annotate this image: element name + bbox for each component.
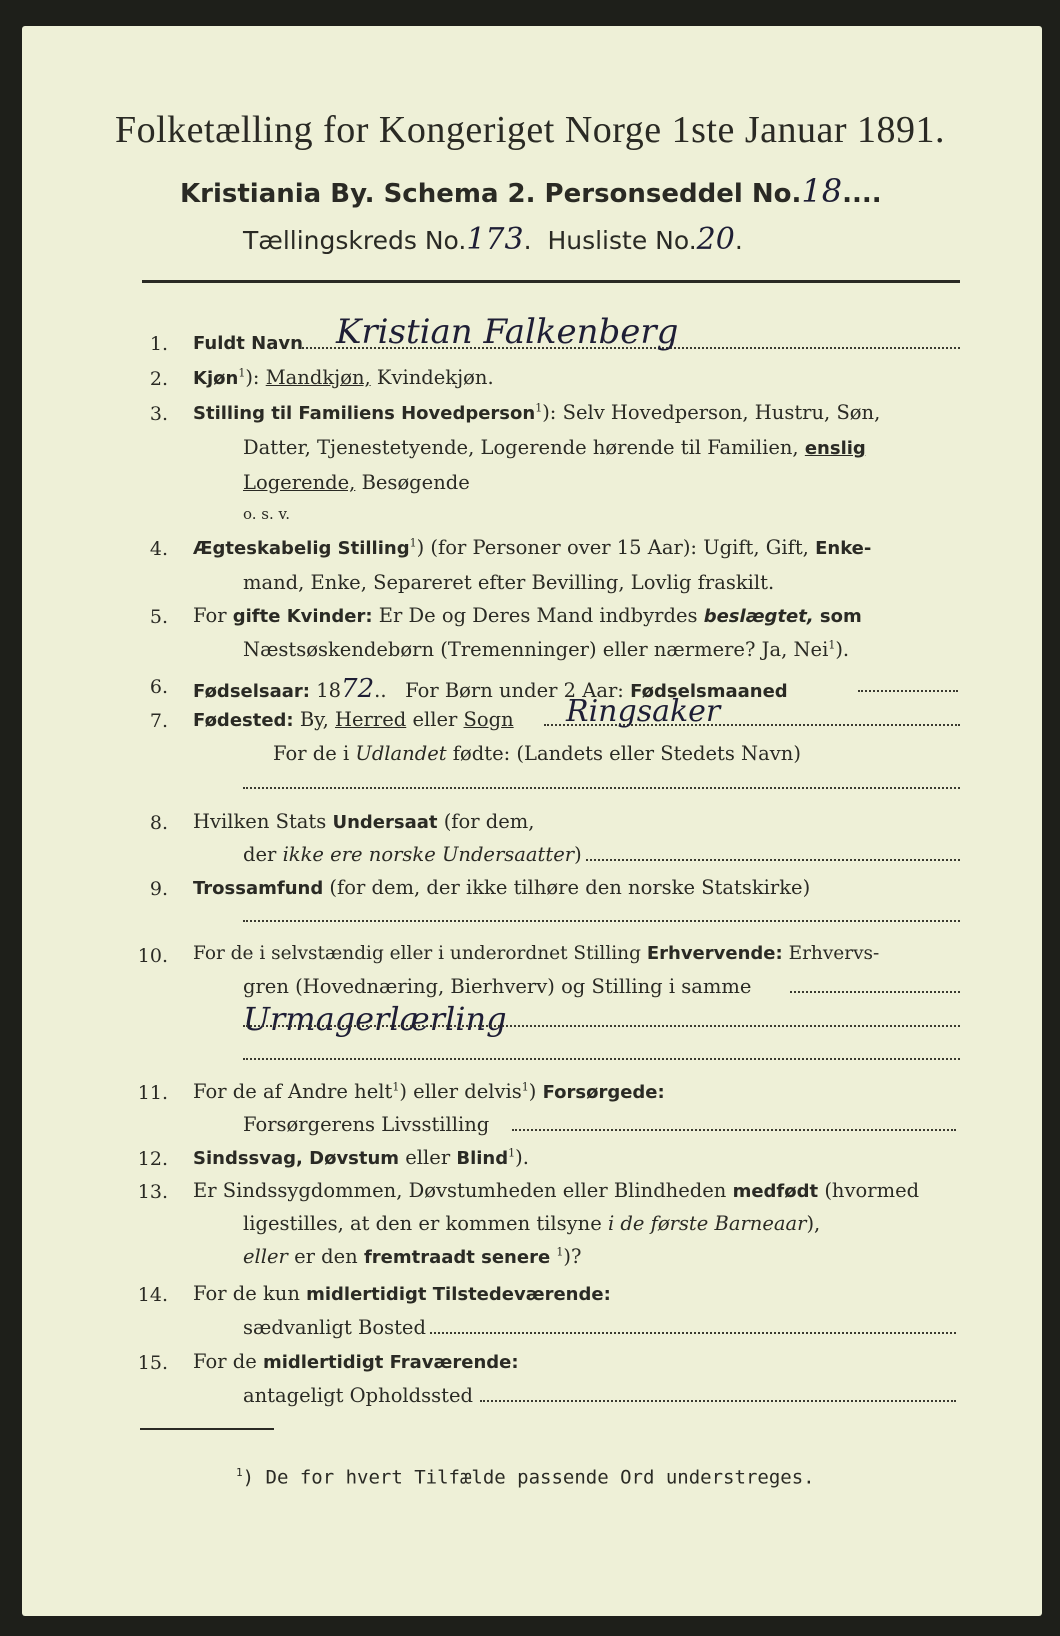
- q13-line3: eller er den fremtraadt senere $^1$)?: [243, 1245, 582, 1268]
- form-subtitle: Kristiania By. Schema 2. Personseddel No.18....: [180, 172, 882, 210]
- footnote: $^1$) De for hvert Tilfælde passende Ord understreges.: [236, 1466, 815, 1489]
- husliste-label: Husliste No.: [547, 226, 697, 255]
- item-number: 1.: [149, 333, 168, 355]
- taellingskreds-label: Tællingskreds No.: [243, 226, 467, 255]
- item-number: 3.: [149, 403, 168, 425]
- q3-line2: Datter, Tjenestetyende, Logerende hørende til Familien, enslig: [243, 436, 866, 459]
- q1-handwritten-name: Kristian Falkenberg: [336, 312, 679, 352]
- item-number: 9.: [149, 878, 168, 900]
- q8-answer-line: [586, 859, 960, 861]
- q14-line1: For de kun midlertidigt Tilstedeværende:: [193, 1282, 611, 1305]
- q6-birth-year: 72: [341, 674, 375, 704]
- q1-label: Fuldt Navn: [193, 333, 303, 354]
- q14-line2: sædvanligt Bosted: [243, 1316, 426, 1339]
- form-district-line: Tællingskreds No.173. Husliste No.20.: [243, 222, 743, 257]
- item-number: 8.: [149, 812, 168, 834]
- q8-line1: Hvilken Stats Undersaat (for dem,: [193, 810, 535, 833]
- q10-line2: gren (Hovednæring, Bierhverv) og Stilling i samme: [243, 975, 752, 998]
- q5-line1: For gifte Kvinder: Er De og Deres Mand indbyrdes beslægtet, som: [193, 604, 862, 627]
- item-number: 14.: [137, 1284, 168, 1306]
- husliste-number: 20: [696, 222, 735, 257]
- q2-option-kvindekjon: Kvindekjøn.: [376, 366, 494, 389]
- q10-line2-dots: [790, 991, 960, 993]
- q11-line2: Forsørgerens Livsstilling: [243, 1113, 490, 1136]
- q11-line1: For de af Andre helt$^1$) eller delvis$^1$) Forsørgede:: [193, 1080, 665, 1103]
- q10-line1: For de i selvstændig eller i underordnet Stilling Erhvervende: Erhvervs-: [193, 943, 880, 964]
- item-number: 15.: [137, 1352, 168, 1374]
- q10-answer-line: [243, 1025, 960, 1027]
- personseddel-number: 18: [801, 172, 843, 210]
- q14-answer-line: [430, 1332, 956, 1334]
- q4-line2: mand, Enke, Separeret efter Bevilling, Lovlig fraskilt.: [243, 571, 775, 594]
- q3-line4: o. s. v.: [243, 505, 290, 523]
- q7-birthplace: Ringsaker: [566, 694, 721, 729]
- footnote-divider: [140, 1428, 274, 1430]
- q13-line1: Er Sindssygdommen, Døvstumheden eller Blindheden medfødt (hvormed: [193, 1179, 920, 1202]
- q7-line1: Fødested: By, Herred eller Sogn: [193, 708, 514, 731]
- item-number: 12.: [137, 1148, 168, 1170]
- q15-line2: antageligt Opholdssted: [243, 1384, 474, 1407]
- item-number: 10.: [137, 945, 168, 967]
- q9-answer-line: [243, 920, 960, 922]
- q3-line1: Stilling til Familiens Hovedperson$^1$): Selv Hovedperson, Hustru, Søn,: [193, 401, 881, 424]
- q13-line2: ligestilles, at den er kommen tilsyne i de første Barneaar),: [243, 1212, 821, 1235]
- q10-extra-line: [243, 1058, 960, 1060]
- taellingskreds-number: 173: [466, 222, 524, 257]
- q3-line3: Logerende, Besøgende: [243, 471, 470, 494]
- item-number: 7.: [149, 710, 168, 732]
- q8-line2: der ikke ere norske Undersaatter): [243, 843, 582, 866]
- subtitle-prefix: Kristiania By. Schema 2. Personseddel No.: [180, 179, 802, 209]
- form-title: Folketælling for Kongeriget Norge 1ste Januar 1891.: [114, 109, 946, 151]
- q7-line2: For de i Udlandet fødte: (Landets eller Stedets Navn): [273, 742, 801, 765]
- q7-foreign-line: [243, 787, 960, 789]
- item-number: 13.: [137, 1181, 168, 1203]
- q9-line: Trossamfund (for dem, der ikke tilhøre den norske Statskirke): [193, 876, 811, 899]
- item-number: 5.: [149, 606, 168, 628]
- q15-answer-line: [480, 1400, 956, 1402]
- q6-line: Fødselsaar: 1872.. For Børn under 2 Aar: Fødselsmaaned: [193, 674, 788, 704]
- item-number: 4.: [149, 538, 168, 560]
- q10-occupation: Urmagerlærling: [243, 1000, 507, 1038]
- q5-line2: Næstsøskendebørn (Tremenninger) eller nærmere? Ja, Nei$^1$).: [243, 638, 850, 661]
- q2-line: Kjøn$^1$): Mandkjøn, Kvindekjøn.: [193, 366, 494, 389]
- q4-line1: Ægteskabelig Stilling$^1$) (for Personer over 15 Aar): Ugift, Gift, Enke-: [193, 536, 872, 559]
- q12-line: Sindssvag, Døvstum eller Blind$^1$).: [193, 1146, 529, 1169]
- item-number: 6.: [149, 676, 168, 698]
- q11-answer-line: [512, 1129, 956, 1131]
- item-number: 2.: [149, 368, 168, 390]
- item-number: 11.: [137, 1082, 168, 1104]
- q2-option-mandkjon: Mandkjøn,: [265, 366, 371, 389]
- header-divider: [142, 280, 960, 283]
- q6-month-line: [858, 690, 958, 692]
- q15-line1: For de midlertidigt Fraværende:: [193, 1350, 519, 1373]
